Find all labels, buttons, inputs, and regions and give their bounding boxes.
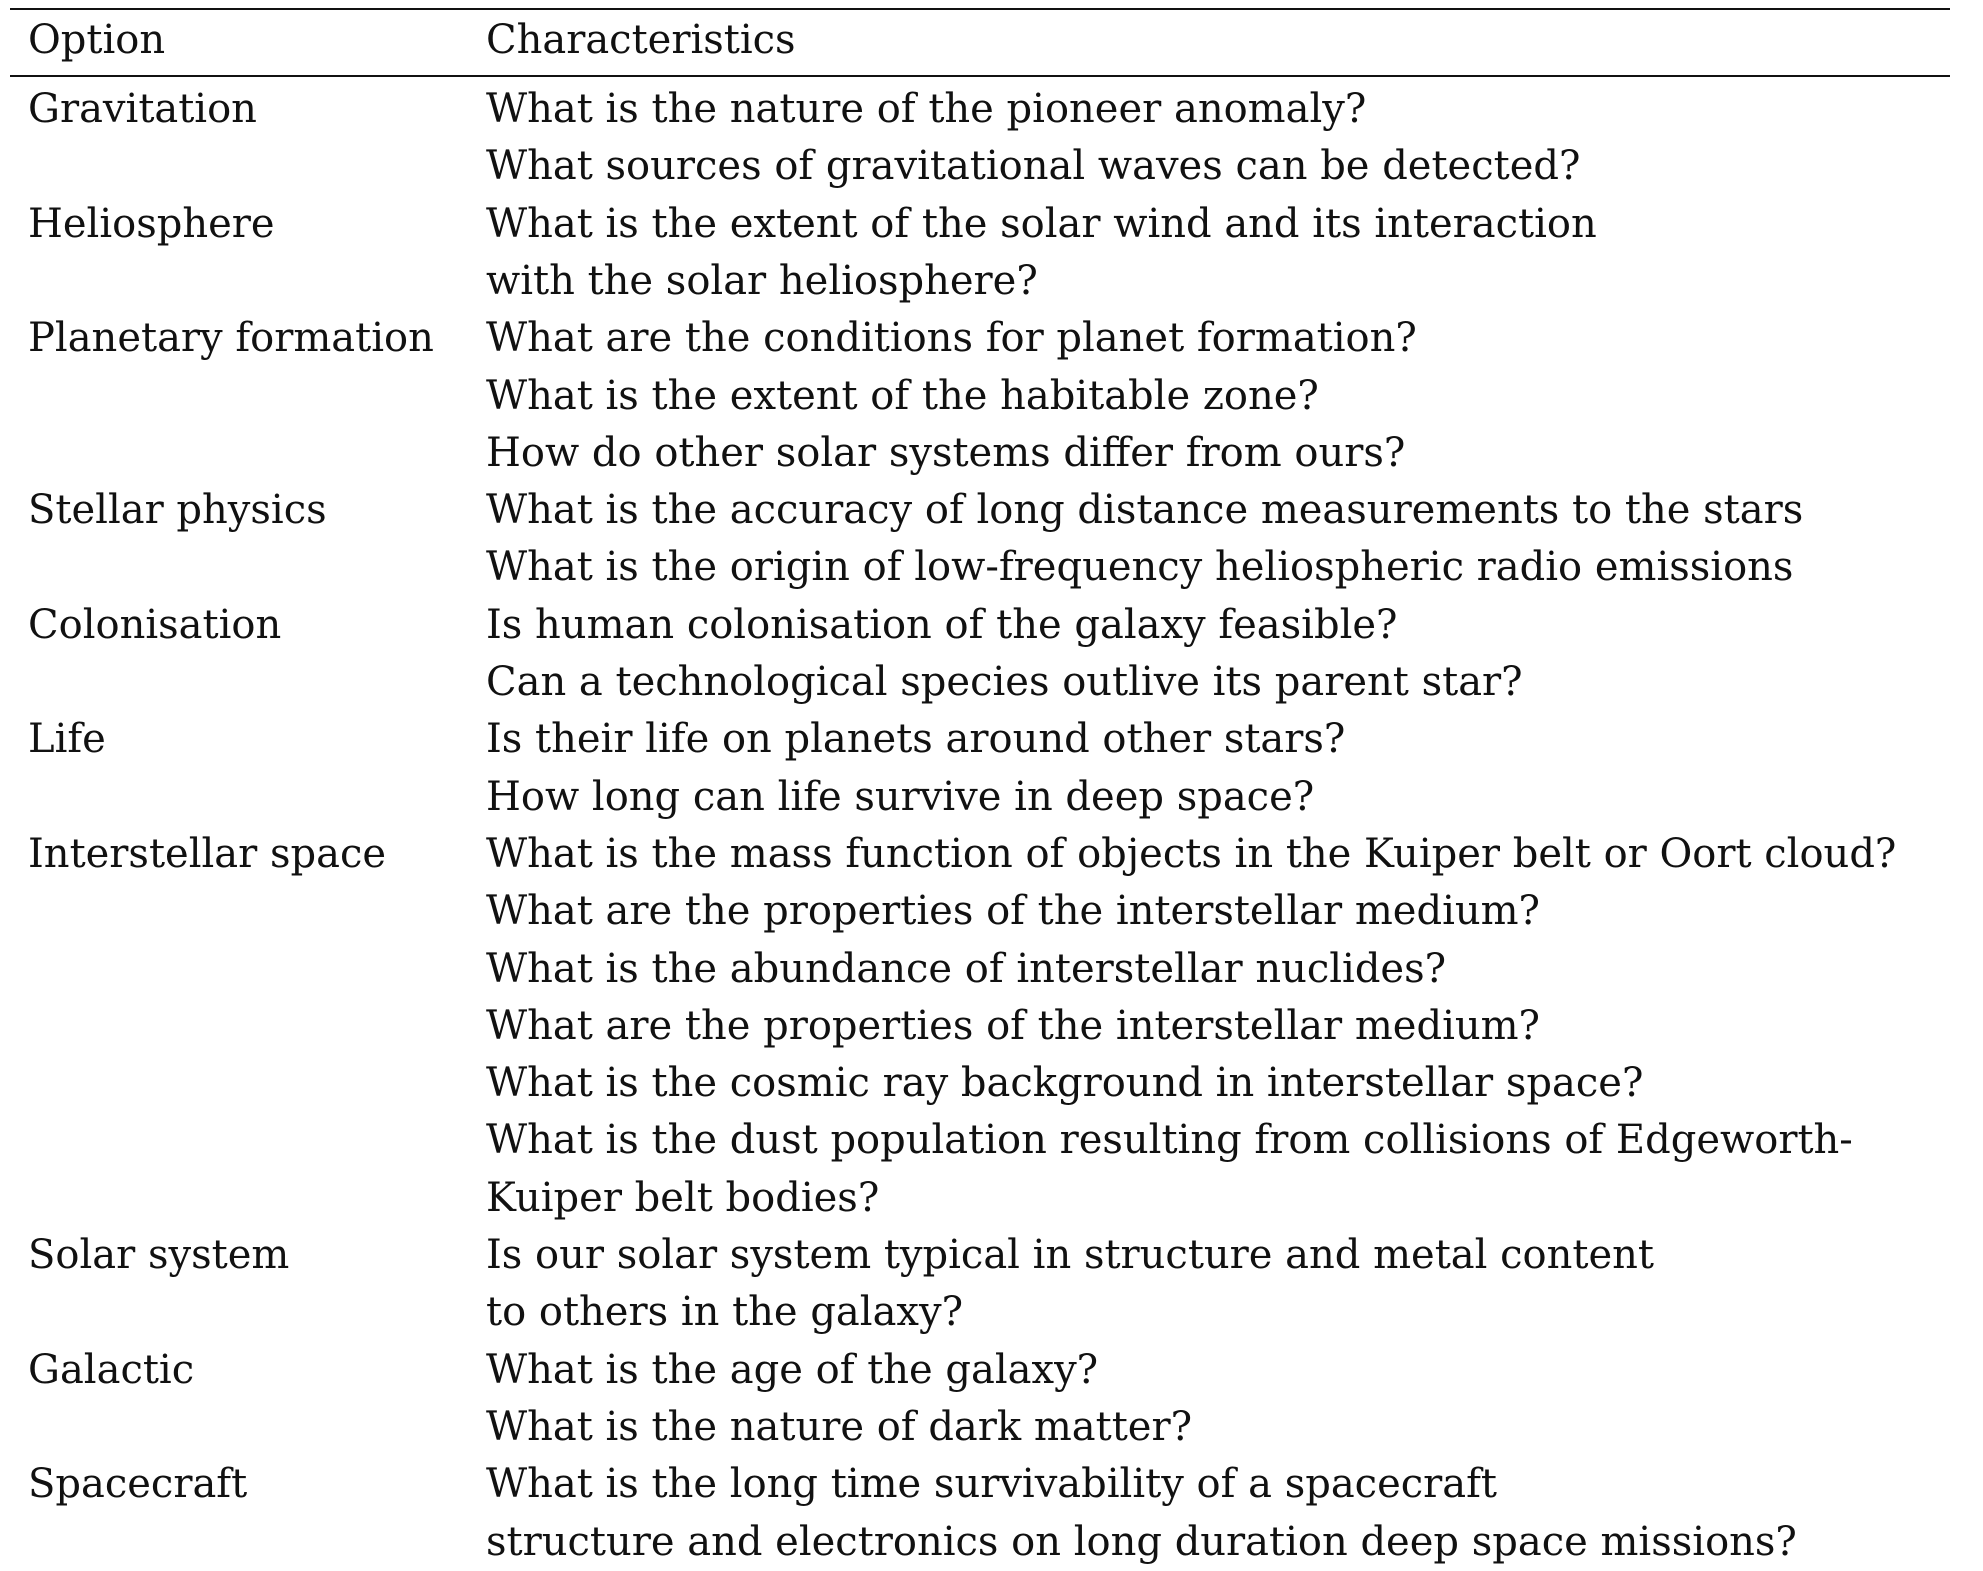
table-row [10,1456,1950,1513]
table-row [10,826,1950,883]
row-option: Stellar physics [28,487,327,534]
table-header-rule [10,75,1950,77]
table-row [10,1284,1950,1341]
row-option: Galactic [28,1346,195,1393]
row-characteristic: What are the properties of the interstellar medium? [486,1002,1541,1049]
table-row [10,1227,1950,1284]
table-row [10,883,1950,940]
row-characteristic: How long can life survive in deep space? [486,773,1315,820]
table-row [10,1514,1950,1571]
row-characteristic: What is the mass function of objects in the Kuiper belt or Oort cloud? [486,830,1897,877]
row-characteristic: Can a technological species outlive its parent star? [486,659,1523,705]
row-characteristic: What is the extent of the habitable zone? [486,372,1319,419]
row-option: Interstellar space [28,830,387,877]
table-row [10,253,1950,310]
row-characteristic: What is the nature of the pioneer anomaly? [486,86,1367,132]
row-characteristic: with the solar heliosphere? [486,257,1038,304]
row-characteristic: What is the extent of the solar wind and its interaction [486,200,1597,247]
table-row [10,769,1950,826]
table-row [10,368,1950,425]
table-row [10,482,1950,539]
row-characteristic: What is the dust population resulting from collisions of Edgeworth- [486,1117,1853,1164]
header-option: Option [28,17,166,63]
table-row [10,310,1950,367]
table-row [10,941,1950,998]
table-row [10,539,1950,596]
table-row [10,425,1950,482]
row-characteristic: What is the origin of low-frequency heliospheric radio emissions [486,544,1794,591]
row-characteristic: What is the nature of dark matter? [486,1403,1193,1450]
row-option: Life [28,716,106,763]
table-row [10,196,1950,253]
row-characteristic: Is our solar system typical in structure and metal content [486,1232,1654,1278]
row-characteristic: What is the age of the galaxy? [486,1346,1099,1393]
row-option: Gravitation [28,86,257,132]
row-characteristic: What are the conditions for planet formation? [486,315,1417,362]
row-characteristic: Is their life on planets around other stars? [486,716,1346,763]
table-top-rule [10,8,1950,10]
row-characteristic: What are the properties of the interstellar medium? [486,888,1541,935]
row-option: Planetary formation [28,315,434,362]
table-row [10,1170,1950,1227]
table-row [10,1112,1950,1169]
row-characteristic: Kuiper belt bodies? [486,1174,880,1221]
row-characteristic: How do other solar systems differ from ours? [486,429,1406,476]
row-option: Spacecraft [28,1461,248,1508]
row-characteristic: What is the cosmic ray background in interstellar space? [486,1060,1644,1107]
row-characteristic: structure and electronics on long duration deep space missions? [486,1518,1797,1565]
row-characteristic: What is the long time survivability of a spacecraft [486,1461,1497,1508]
row-option: Heliosphere [28,200,275,247]
table-row [10,597,1950,654]
table-row [10,81,1950,138]
header-characteristics: Characteristics [486,17,796,63]
table-row [10,998,1950,1055]
row-characteristic: to others in the galaxy? [486,1289,964,1336]
row-option: Solar system [28,1232,290,1278]
table-header-row [10,12,1950,69]
row-characteristic: What is the accuracy of long distance measurements to the stars [486,487,1804,534]
row-option: Colonisation [28,601,282,648]
table-row [10,711,1950,768]
row-characteristic: What sources of gravitational waves can be detected? [486,143,1581,190]
table-row [10,1399,1950,1456]
table-row [10,1055,1950,1112]
table-row [10,654,1950,711]
row-characteristic: Is human colonisation of the galaxy feasible? [486,601,1398,648]
table-row [10,1342,1950,1399]
row-characteristic: What is the abundance of interstellar nuclides? [486,945,1447,992]
table-row [10,138,1950,195]
